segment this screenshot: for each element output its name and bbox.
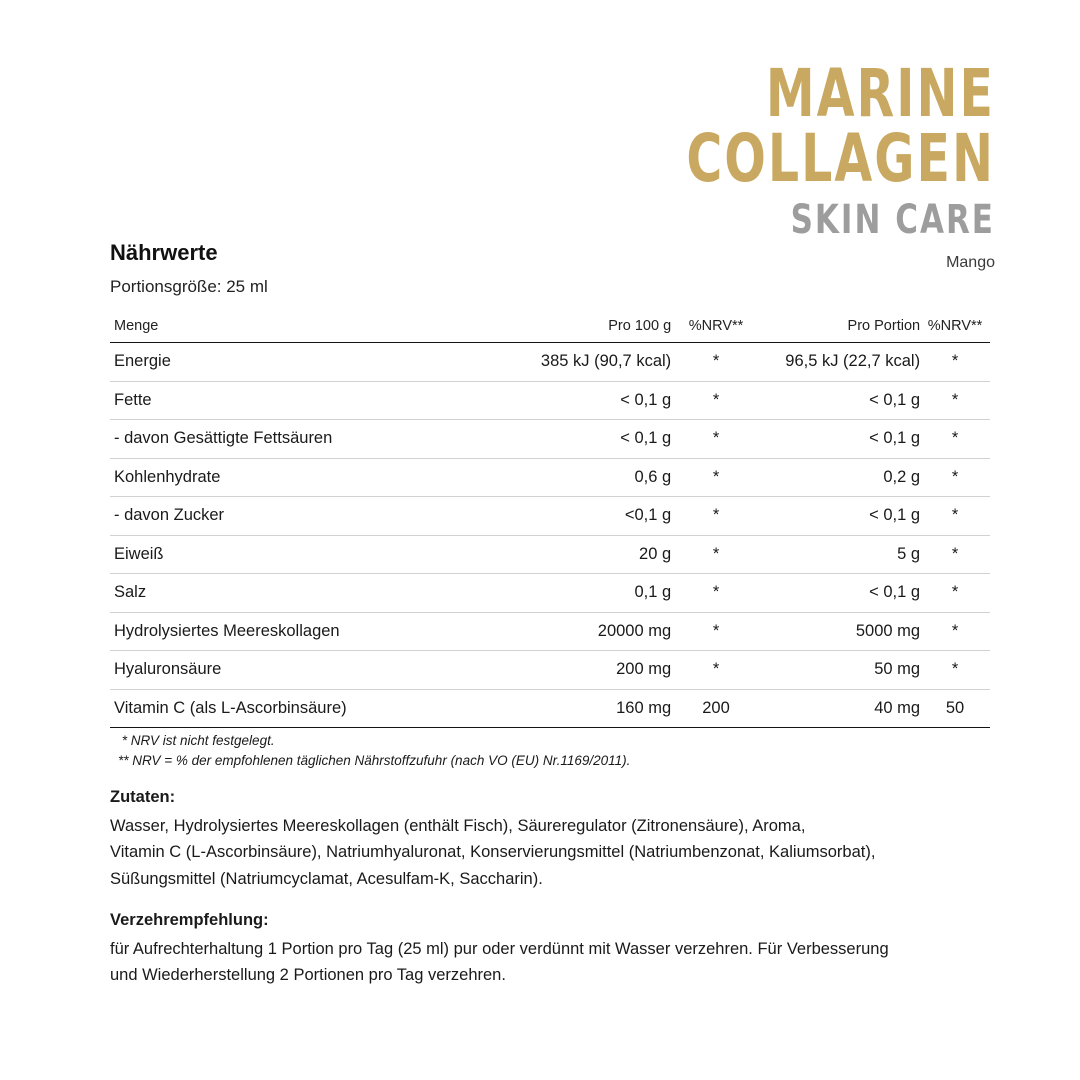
row-nrv-portion: * [951, 660, 959, 679]
row-label: Eiweiß [114, 544, 164, 563]
ingredients-line-3: Süßungsmittel (Natriumcyclamat, Acesulfam-K, Saccharin). [110, 870, 543, 889]
row-label: Hydrolysiertes Meereskollagen [114, 621, 340, 640]
row-nrv-100g: * [712, 660, 720, 679]
nutrition-table [110, 316, 990, 728]
row-label: Fette [114, 390, 152, 409]
nutrition-table-head [110, 316, 990, 343]
column-header-nrv-per-100g: %NRV** [688, 318, 744, 334]
row-per-portion: 40 mg [874, 698, 921, 717]
row-per-100g: <0,1 g [624, 506, 672, 525]
table-row [110, 381, 990, 420]
row-per-portion: 5 g [897, 544, 921, 563]
row-nrv-100g: * [712, 621, 720, 640]
row-nrv-100g: * [712, 390, 720, 409]
row-per-100g: 200 mg [616, 660, 672, 679]
usage-heading: Verzehrempfehlung: [110, 910, 269, 929]
row-nrv-portion: * [951, 621, 959, 640]
row-nrv-100g: * [712, 352, 720, 371]
row-per-portion: < 0,1 g [869, 429, 921, 448]
table-footnotes [118, 731, 630, 770]
table-row [110, 343, 990, 382]
nutrition-table-wrapper [110, 316, 990, 728]
row-nrv-portion: 50 [945, 698, 965, 717]
row-nrv-portion: * [951, 506, 959, 525]
row-label: Vitamin C (als L-Ascorbinsäure) [114, 698, 347, 717]
row-per-portion: 5000 mg [855, 621, 921, 640]
row-per-100g: 160 mg [616, 698, 672, 717]
row-nrv-100g: * [712, 583, 720, 602]
table-row [110, 420, 990, 459]
usage-body [110, 936, 990, 989]
column-header-nrv-per-portion: %NRV** [927, 318, 983, 334]
footnote-single-asterisk: * NRV ist nicht festgelegt. [118, 733, 275, 748]
row-nrv-100g: * [712, 544, 720, 563]
row-nrv-portion: * [951, 390, 959, 409]
row-label: Hyaluronsäure [114, 660, 222, 679]
table-row [110, 651, 990, 690]
row-nrv-100g: * [712, 467, 720, 486]
table-row [110, 612, 990, 651]
row-per-100g: < 0,1 g [620, 429, 672, 448]
brand-tagline: SKIN CARE [790, 196, 995, 244]
table-row [110, 574, 990, 613]
row-nrv-100g: 200 [702, 698, 730, 717]
row-nrv-portion: * [951, 467, 959, 486]
row-per-100g: 0,6 g [634, 467, 672, 486]
product-flavor: Mango [946, 254, 995, 271]
table-row [110, 458, 990, 497]
brand-name-line-1: MARINE [765, 55, 995, 133]
ingredients-line-2: Vitamin C (L-Ascorbinsäure), Natriumhyaluronat, Konservierungsmittel (Natriumbenzonat, Kaliumsorbat), [110, 843, 876, 862]
table-row [110, 497, 990, 536]
row-per-portion: < 0,1 g [869, 506, 921, 525]
table-row [110, 535, 990, 574]
brand-name-line-2: COLLAGEN [686, 120, 995, 198]
column-header-per-100g: Pro 100 g [608, 318, 672, 334]
table-row [110, 689, 990, 728]
row-per-portion: < 0,1 g [869, 390, 921, 409]
row-nrv-100g: * [712, 429, 720, 448]
column-header-amount: Menge [114, 318, 159, 334]
row-nrv-portion: * [951, 352, 959, 371]
row-per-portion: < 0,1 g [869, 583, 921, 602]
ingredients-heading: Zutaten: [110, 788, 176, 806]
row-per-100g: 385 kJ (90,7 kcal) [540, 352, 672, 371]
row-label: Kohlenhydrate [114, 467, 221, 486]
ingredients-body [110, 813, 990, 893]
row-per-100g: 20000 mg [597, 621, 672, 640]
row-nrv-portion: * [951, 583, 959, 602]
row-per-portion: 50 mg [874, 660, 921, 679]
table-header-row [110, 316, 990, 343]
usage-line-1: für Aufrechterhaltung 1 Portion pro Tag (25 ml) pur oder verdünnt mit Wasser verzehren. Für Verbesserung [110, 939, 889, 958]
serving-size: Portionsgröße: 25 ml [110, 277, 268, 296]
row-nrv-100g: * [712, 506, 720, 525]
row-nrv-portion: * [951, 429, 959, 448]
row-label: - davon Gesättigte Fettsäuren [114, 429, 333, 448]
column-header-per-portion: Pro Portion [847, 318, 921, 334]
usage-line-2: und Wiederherstellung 2 Portionen pro Tag verzehren. [110, 966, 506, 985]
row-nrv-portion: * [951, 544, 959, 563]
row-per-100g: 20 g [639, 544, 672, 563]
row-per-portion: 96,5 kJ (22,7 kcal) [785, 352, 921, 371]
brand-block [686, 55, 995, 271]
row-per-100g: 0,1 g [634, 583, 672, 602]
footnote-double-asterisk: ** NRV = % der empfohlenen täglichen Nährstoffzufuhr (nach VO (EU) Nr.1169/2011). [118, 752, 631, 768]
row-label: - davon Zucker [114, 506, 225, 525]
text-sections [110, 784, 990, 1003]
row-per-portion: 0,2 g [883, 467, 921, 486]
ingredients-line-1: Wasser, Hydrolysiertes Meereskollagen (enthält Fisch), Säureregulator (Zitronensäure), Aroma, [110, 816, 806, 835]
row-label: Salz [114, 583, 147, 602]
nutrition-table-body [110, 343, 990, 728]
nutrition-title: Nährwerte [110, 240, 218, 265]
row-per-100g: < 0,1 g [620, 390, 672, 409]
row-label: Energie [114, 352, 171, 371]
